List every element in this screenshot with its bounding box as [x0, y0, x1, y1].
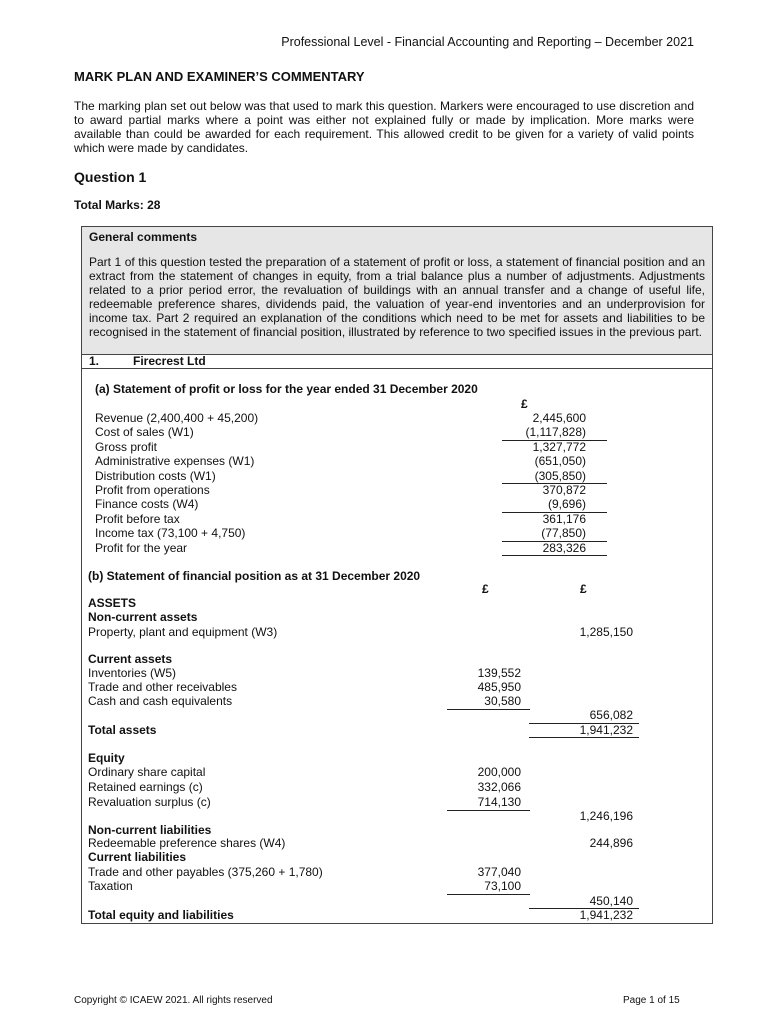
- general-comments-box: [81, 226, 713, 355]
- receivables-label: Trade and other receivables: [88, 680, 237, 694]
- ppe-label: Property, plant and equipment (W3): [88, 625, 278, 639]
- pl-row-label: Distribution costs (W1): [95, 468, 216, 483]
- total-marks: Total Marks: 28: [74, 198, 161, 212]
- taxation-value: 73,100: [484, 879, 521, 893]
- current-assets-heading: Current assets: [88, 652, 173, 666]
- general-comments-text: Part 1 of this question tested the preparation of a statement of profit or loss, a statement of financial position and an extract from the statement of changes in equity, from a trial balance plus a number of adjustments. Adjustments related to a prior period error, the revaluation of buildings with an annual transfer and a change of useful life, redeemable preference shares, dividends paid, the valuation of year-end inventories and an underprovision for income tax. Part 2 required an explanation of the conditions which need to be met for assets and liabilities to be recognised in the statement of financial position, illustrated by reference to two specified issues in the previous part.: [89, 255, 705, 340]
- ncl-heading: Non-current liabilities: [88, 823, 212, 837]
- cash-value: 30,580: [484, 694, 521, 708]
- footer-copyright: Copyright © ICAEW 2021. All rights reserved: [74, 995, 273, 1006]
- retained-earnings-value: 332,066: [477, 780, 521, 794]
- pl-row-value: 1,327,772: [532, 439, 586, 454]
- current-assets-total: 656,082: [589, 708, 633, 722]
- pl-row-label: Profit for the year: [95, 540, 188, 555]
- inventories-value: 139,552: [477, 666, 521, 680]
- taxation-label: Taxation: [88, 879, 133, 893]
- general-comments-title: General comments: [89, 230, 198, 244]
- current-assets-rule: [447, 709, 530, 710]
- pl-row-value: (305,850): [534, 468, 586, 483]
- section-name: Firecrest Ltd: [133, 354, 206, 368]
- sofp-col1-currency: £: [482, 582, 489, 596]
- pl-row-label: Profit before tax: [95, 511, 180, 526]
- pl-row-label: Revenue (2,400,400 + 45,200): [95, 411, 259, 425]
- assets-heading: ASSETS: [88, 596, 137, 610]
- share-capital-value: 200,000: [477, 765, 521, 779]
- equity-rule: [447, 810, 530, 811]
- share-capital-label: Ordinary share capital: [88, 765, 206, 779]
- total-assets-label: Total assets: [88, 723, 157, 737]
- pl-row-value: (9,696): [547, 497, 586, 512]
- intro-paragraph: The marking plan set out below was that used to mark this question. Markers were encouraged to use discretion and to award partial marks where a point was either not explained fully or made by implication. More marks were available than could be awarded for each requirement. This allowed credit to be given for a variety of valid points which were made by candidates.: [74, 99, 694, 155]
- total-assets-rule-bottom: [529, 737, 639, 738]
- page-title: MARK PLAN AND EXAMINER’S COMMENTARY: [74, 69, 365, 84]
- cl-total: 450,140: [589, 894, 633, 908]
- non-current-assets-heading: Non-current assets: [88, 610, 198, 624]
- section-number: 1.: [89, 354, 100, 368]
- pref-shares-label: Redeemable preference shares (W4): [88, 836, 286, 850]
- pl-row-value: 2,445,600: [532, 411, 586, 425]
- inventories-label: Inventories (W5): [88, 666, 177, 680]
- pl-row-label: Finance costs (W4): [95, 497, 199, 512]
- pl-row-value: (77,850): [541, 526, 586, 541]
- revaluation-value: 714,130: [477, 795, 521, 809]
- payables-value: 377,040: [477, 865, 521, 879]
- cl-rule: [447, 894, 530, 895]
- page-header: Professional Level - Financial Accounting and Reporting – December 2021: [281, 35, 694, 49]
- retained-earnings-label: Retained earnings (c): [88, 780, 203, 794]
- pl-row-label: Administrative expenses (W1): [95, 454, 255, 469]
- cash-label: Cash and cash equivalents: [88, 694, 233, 708]
- pref-shares-value: 244,896: [589, 836, 633, 850]
- question-title: Question 1: [74, 169, 147, 185]
- pl-row-value: 361,176: [542, 511, 586, 526]
- sofp-heading: (b) Statement of financial position as at 31 December 2020: [88, 569, 421, 583]
- pl-row-label: Income tax (73,100 + 4,750): [95, 526, 246, 541]
- pl-row-label: Cost of sales (W1): [95, 425, 194, 440]
- footer-page-number: Page 1 of 15: [623, 995, 680, 1006]
- section-row: [81, 354, 713, 369]
- pl-row-value: 283,326: [542, 540, 586, 555]
- pl-heading: (a) Statement of profit or loss for the year ended 31 December 2020: [95, 382, 478, 396]
- pl-row-label: Gross profit: [95, 439, 158, 454]
- payables-label: Trade and other payables (375,260 + 1,780): [88, 865, 323, 879]
- pl-row-value: 370,872: [542, 483, 586, 497]
- equity-heading: Equity: [88, 751, 125, 765]
- pl-row-value: (651,050): [534, 454, 586, 469]
- total-assets-value: 1,941,232: [579, 723, 633, 737]
- total-eq-liab-label: Total equity and liabilities: [88, 908, 234, 922]
- revaluation-label: Revaluation surplus (c): [88, 795, 211, 809]
- receivables-value: 485,950: [477, 680, 521, 694]
- pl-row-label: Profit from operations: [95, 483, 210, 497]
- pl-currency: £: [521, 397, 528, 411]
- pl-total-rule-top: [502, 541, 607, 542]
- ppe-value: 1,285,150: [579, 625, 633, 639]
- total-eq-liab-value: 1,941,232: [579, 908, 633, 922]
- equity-total: 1,246,196: [579, 809, 633, 823]
- pl-total-rule-bottom: [502, 555, 607, 556]
- cl-heading: Current liabilities: [88, 850, 187, 864]
- sofp-col2-currency: £: [580, 582, 587, 596]
- pl-row-value: (1,117,828): [525, 425, 586, 440]
